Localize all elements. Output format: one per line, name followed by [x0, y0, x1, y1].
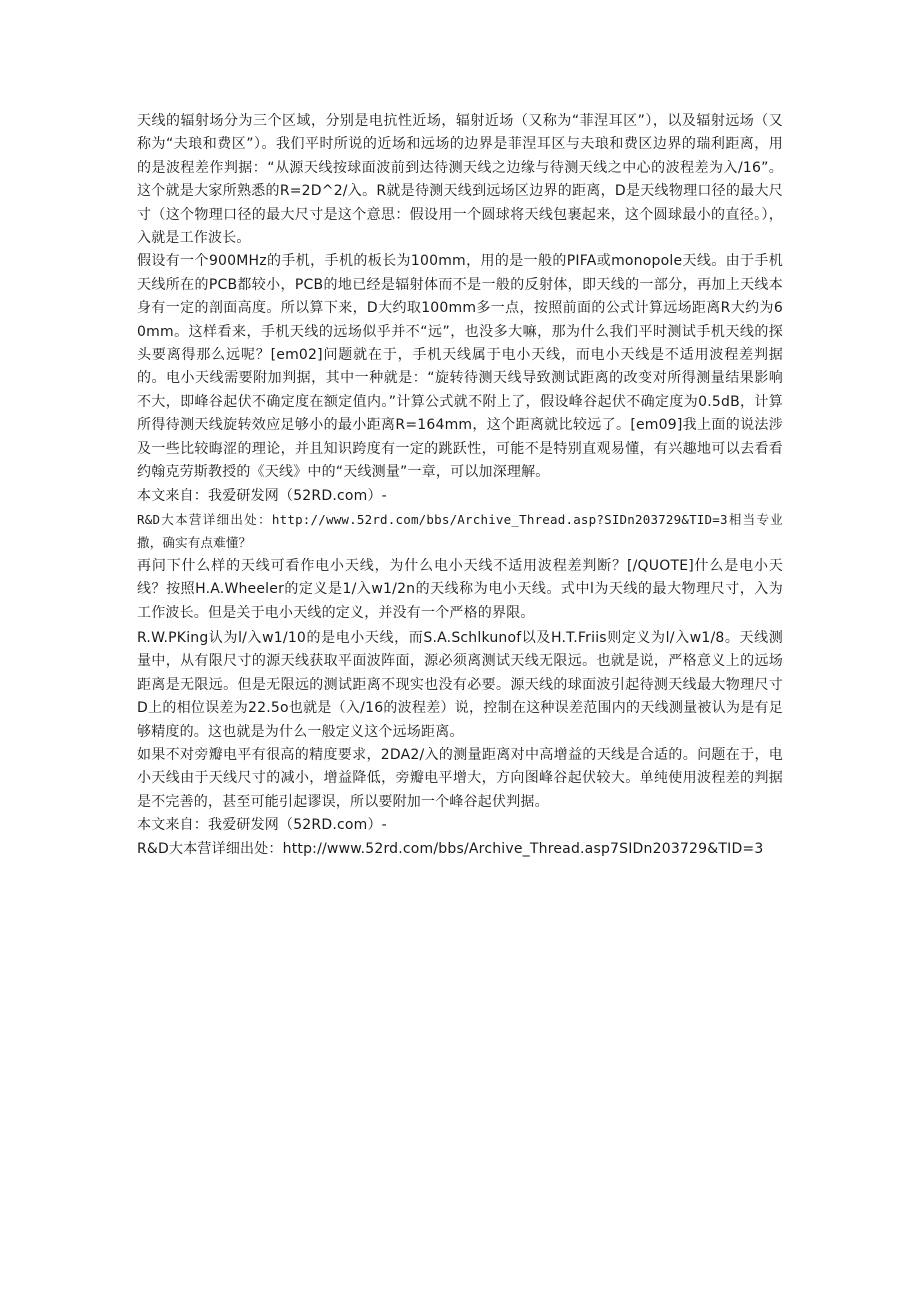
paragraph-electrically-small-definition: 再问下什么样的天线可看作电小天线，为什么电小天线不适用波程差判断？[/QUOTE]什么是电小天线？按照H.A.Wheeler的定义是1/入w1/2n的天线称为电小天线。式中l为天线的最大物理尺寸，入为工作波长。但是关于电小天线的定义，并没有一个严格的界限。	[137, 557, 783, 621]
paragraph-radiation-zones: 天线的辐射场分为三个区域，分别是电抗性近场，辐射近场（又称为“菲涅耳区”），以及辐射远场（又称为“夫琅和费区”）。我们平时所说的近场和远场的边界是菲涅耳区与夫琅和费区边界的瑞利距离，用的是波程差作判据：“从源天线按球面波前到达待测天线之边缘与待测天线之中心的波程差为入/16”。这个就是大家所熟悉的R=2D^2/入。R就是待测天线到远场区边界的距离，D是天线物理口径的最大尺寸（这个物理口径的最大尺寸是这个意思：假设用一个圆球将天线包裹起来，这个圆球最小的直径。），入就是工作波长。	[137, 113, 783, 247]
source-detail-link-2[interactable]: R&D大本营详细出处：http://www.52rd.com/bbs/Archive_Thread.asp7SIDn203729&TID=3	[137, 840, 764, 857]
document-page	[137, 110, 783, 861]
paragraph-phone-antenna: 假设有一个900MHz的手机，手机的板长为100mm，用的是一般的PIFA或monopole天线。由于手机天线所在的PCB都较小，PCB的地已经是辐射体而不是一般的反射体，即天线的一部分，再加上天线本身有一定的剖面高度。所以算下来，D大约取100mm多一点，按照前面的公式计算远场距离R大约为60mm。这样看来，手机天线的远场似乎并不“远”，也没多大嘛，那为什么我们平时测试手机天线的探头要离得那么远呢？[em02]问题就在于，手机天线属于电小天线，而电小天线是不适用波程差判据的。电小天线需要附加判据，其中一种就是：“旋转待测天线导致测试距离的改变对所得测量结果影响不大，即峰谷起伏不确定度在额定值内。”计算公式就不附上了，假设峰谷起伏不确定度为0.5dB，计算所得待测天线旋转效应足够小的最小距离R=164mm，这个距离就比较远了。[em09]我上面的说法涉及一些比较晦涩的理论，并且知识跨度有一定的跳跃性，可能不是特别直观易懂，有兴趣地可以去看看约翰克劳斯教授的《天线》中的“天线测量”一章，可以加深理解。	[137, 253, 783, 481]
paragraph-sidelobe-criterion: 如果不对旁瓣电平有很高的精度要求，2DA2/入的测量距离对中高增益的天线是合适的。问题在于，电小天线由于天线尺寸的减小，增益降低，旁瓣电平增大，方向图峰谷起伏较大。单纯使用波程差的判据是不完善的，甚至可能引起谬误，所以要附加一个峰谷起伏判据。	[137, 746, 783, 810]
source-note-2: 本文来自：我爱研发网（52RD.com）-	[137, 817, 387, 834]
paragraph-far-field-distance: R.W.PKing认为l/入w1/10的是电小天线，而S.A.Schlkunof以及H.T.Friis则定义为l/入w1/8。天线测量中，从有限尺寸的源天线获取平面波阵面，源必须离测试天线无限远。也就是说，严格意义上的远场距离是无限远。但是无限远的测试距离不现实也没有必要。源天线的球面波引起待测天线最大物理尺寸D上的相位误差为22.5o也就是（入/16的波程差）说，控制在这种误差范围内的天线测量被认为是有足够精度的。这也就是为什么一般定义这个远场距离。	[137, 629, 783, 740]
source-detail-link[interactable]: R&D大本营详细出处：http://www.52rd.com/bbs/Archive_Thread.asp?SIDn203729&TID=3相当专业撒，确实有点难懂？	[137, 511, 783, 551]
source-note: 本文来自：我爱研发网（52RD.com）-	[137, 487, 387, 504]
